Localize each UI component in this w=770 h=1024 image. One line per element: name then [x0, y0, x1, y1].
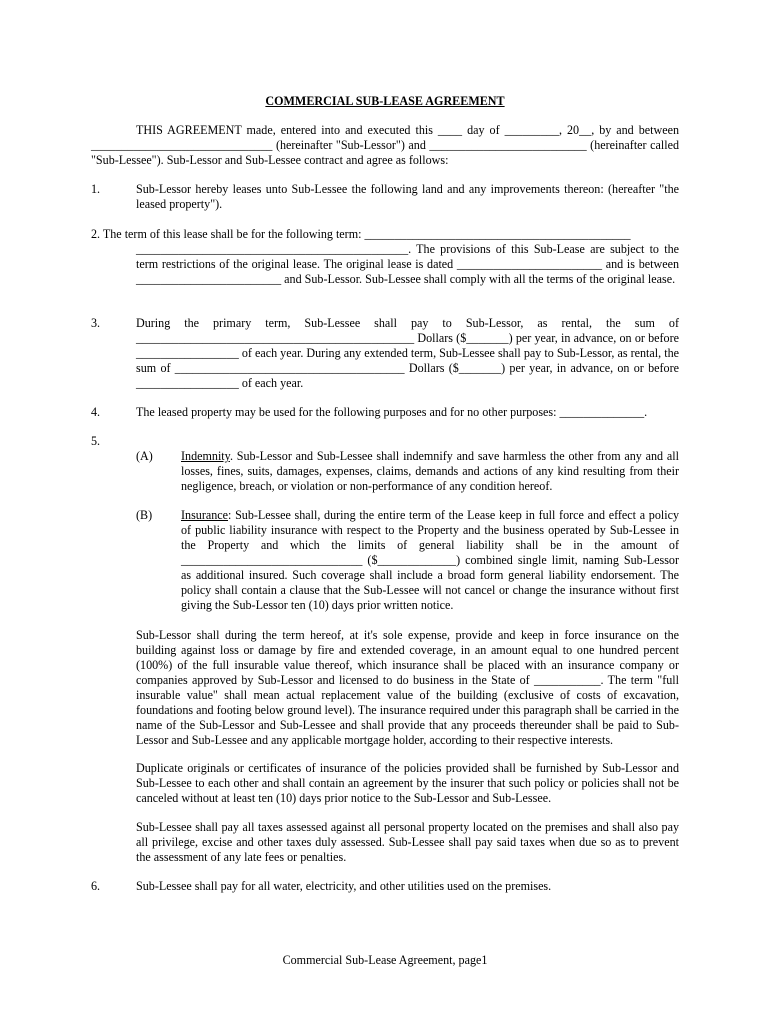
section-3-number: 3. — [91, 316, 101, 330]
indemnity-heading: Indemnity — [181, 449, 230, 463]
insurance-heading: Insurance — [181, 508, 229, 522]
section-3-text: During the primary term, Sub-Lessee shall pay to Sub-Lessor, as rental, the sum of ______________________________________________ Dollars ($_______) per year, in advance, on or before _________________ of each year. During any extended term, Sub-Lessee shall pay to Sub-Lessor, as rental, the sum of ______________________________________ Dollars ($_______) per year, in advance, on or before _________________ of each year. — [136, 316, 679, 390]
section-5-paragraph-certificates: Duplicate originals or certificates of insurance of the policies provided shall be furnished by Sub-Lessor and Sub-Lessee to each other and shall contain an agreement by the insurer that such policy or policies shall not be canceled without at least ten (10) days prior notice to the Sub-Lessor and Sub-Lessee. — [136, 761, 679, 805]
section-4-number: 4. — [91, 405, 101, 419]
section-6-number: 6. — [91, 879, 101, 893]
intro-text: THIS AGREEMENT made, entered into and executed this ____ day of _________, 20__, by and between ______________________________ (hereinafter "Sub-Lessor") and __________________________ (hereinafter called "Sub-Lessee"). Sub-Lessor and Sub-Lessee contract and agree as follows: — [91, 123, 679, 167]
section-4-text: The leased property may be used for the following purposes and for no other purposes: ______________. — [136, 405, 648, 419]
section-2-first-line: 2. The term of this lease shall be for the following term: ____________________________________________ — [91, 227, 631, 241]
section-1-number: 1. — [91, 182, 101, 196]
section-5b-text — [181, 508, 679, 613]
section-5-number: 5. — [91, 434, 101, 448]
section-5b-label: (B) — [136, 508, 153, 522]
section-5-paragraph-fire-insurance: Sub-Lessor shall during the term hereof, at it's sole expense, provide and keep in force insurance on the building against loss or damage by fire and extended coverage, in an amount equal to one hundred percent (100%) of the full insurable value thereof, which insurance shall be placed with an insurance company or companies approved by Sub-Lessor and licensed to do business in the State of ___________. The term "full insurable value" shall mean actual replacement value of the building (exclusive of costs of excavation, foundations and footing below ground level). The insurance required under this paragraph shall be carried in the name of the Sub-Lessor and Sub-Lessee and shall provide that any proceeds thereunder shall be paid to Sub-Lessor and Sub-Lessee and any applicable mortgage holder, according to their respective interests. — [136, 628, 679, 747]
section-5-paragraph-taxes: Sub-Lessee shall pay all taxes assessed against all personal property located on the premises and shall also pay all privilege, excise and other taxes duly assessed. Sub-Lessee shall pay said taxes when due so as to prevent the assessment of any late fees or penalties. — [136, 820, 679, 864]
indemnity-body: . Sub-Lessor and Sub-Lessee shall indemnify and save harmless the other from any and all losses, fines, suits, damages, expenses, claims, demands and actions of any kind resulting from their negligence, breach, or violation or non-performance of any condition hereof. — [181, 449, 679, 493]
section-1-text: Sub-Lessor hereby leases unto Sub-Lessee the following land and any improvements thereon: (hereafter "the leased property"). — [136, 182, 679, 211]
insurance-body: : Sub-Lessee shall, during the entire term of the Lease keep in full force and effect a policy of public liability insurance with respect to the Property and the business operated by Sub-Lessee in the Property and which the limits of general liability shall be in the amount of ______________________________ ($_____________) combined single limit, naming Sub-Lessor as additional insured. Such coverage shall include a broad form general liability endorsement. The policy shall contain a clause that the Sub-Lessee will not cancel or change the insurance without first giving the Sub-Lessor ten (10) days prior written notice. — [181, 508, 679, 612]
section-6-text: Sub-Lessee shall pay for all water, electricity, and other utilities used on the premises. — [136, 879, 552, 893]
section-2-text: _____________________________________________. The provisions of this Sub-Lease are subject to the term restrictions of the original lease. The original lease is dated ________________________ and is between ________________________ and Sub-Lessor. Sub-Lessee shall comply with all the terms of the original lease. — [136, 242, 679, 286]
document-title: COMMERCIAL SUB-LEASE AGREEMENT — [265, 94, 505, 108]
section-5a-text — [181, 449, 679, 494]
page-footer: Commercial Sub-Lease Agreement, page1 — [282, 953, 488, 967]
intro-paragraph — [91, 123, 679, 168]
section-5a-label: (A) — [136, 449, 153, 463]
